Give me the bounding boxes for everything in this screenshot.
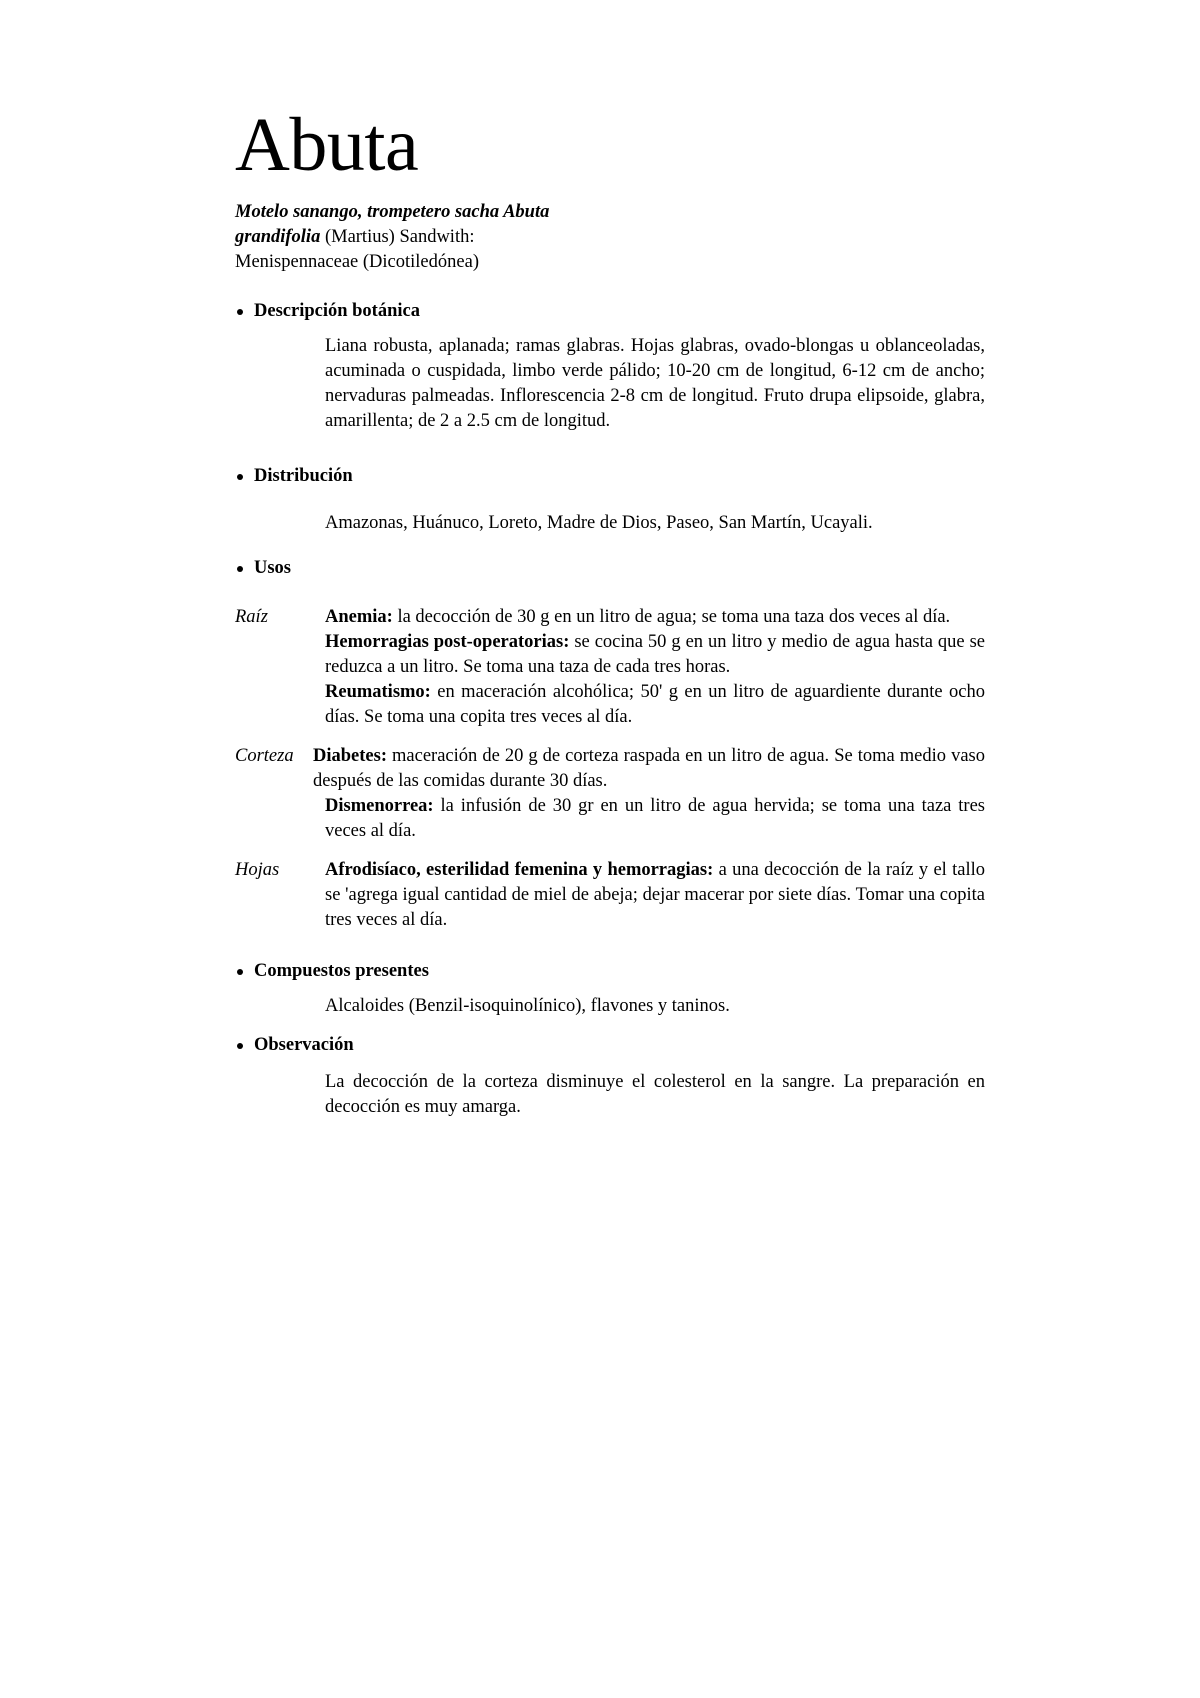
distribucion-text: Amazonas, Huánuco, Loreto, Madre de Dios, Paseo, San Martín, Ucayali. [325, 513, 873, 533]
bullet-icon [237, 969, 243, 975]
page-title: Abuta [235, 103, 419, 187]
plant-part-label: Corteza [235, 746, 294, 766]
common-and-scientific-name: Motelo sanango, trompetero sacha Abuta grandifolia [235, 202, 550, 247]
bullet-icon [237, 474, 243, 480]
section-heading-usos [235, 556, 985, 581]
name-authority: (Martius) Sandwith: [320, 227, 475, 247]
plant-family: Menispennaceae (Dicotiledónea) [235, 252, 479, 272]
plant-part-label: Raíz [235, 607, 268, 627]
document-page [235, 100, 985, 1120]
use-item-text: la decocción de 30 g en un litro de agua; se toma una taza dos veces al día. [392, 607, 951, 627]
section-heading-compuestos [235, 959, 985, 984]
use-item [325, 605, 985, 630]
uses-group-corteza [235, 744, 985, 844]
section-heading-distribucion [235, 464, 985, 489]
section-heading-label: Usos [254, 558, 292, 578]
use-item-label: Diabetes: [313, 746, 387, 766]
plant-names [235, 200, 595, 275]
use-item [325, 680, 985, 730]
section-heading-observacion [235, 1033, 985, 1058]
section-heading-label: Descripción botánica [254, 301, 420, 321]
use-item-label: Reumatismo: [325, 682, 431, 702]
uses-group-raiz [235, 605, 985, 730]
use-item-text: maceración de 20 g de corteza raspada en un litro de agua. Se toma medio vaso después de las comidas durante 30 días. [313, 746, 985, 791]
uses-group-body [313, 744, 985, 844]
uses-group-body [325, 605, 985, 730]
observacion-text: La decocción de la corteza disminuye el colesterol en la sangre. La preparación en decocción es muy amarga. [325, 1072, 985, 1117]
section-heading-label: Distribución [254, 466, 353, 486]
section-heading-label: Compuestos presentes [254, 961, 429, 981]
use-item [325, 630, 985, 680]
use-item-label: Afrodisíaco, esterilidad femenina y hemorragias: [325, 860, 714, 880]
use-item-text: en maceración alcohólica; 50' g en un litro de aguardiente durante ocho días. Se toma una copita tres veces al día. [325, 682, 985, 727]
use-item-label: Hemorragias post-operatorias: [325, 632, 570, 652]
descripcion-text: Liana robusta, aplanada; ramas glabras. Hojas glabras, ovado-blongas u oblanceoladas, acuminada o cuspidada, limbo verde pálido; 10-20 cm de longitud, 6-12 cm de ancho; nervaduras palmeadas. Inflorescencia 2-8 cm de longitud. Fruto drupa elipsoide, glabra, amarillenta; de 2 a 2.5 cm de longitud. [325, 336, 985, 431]
uses-group-body [325, 858, 985, 933]
bullet-icon [237, 309, 243, 315]
plant-part-label: Hojas [235, 860, 280, 880]
use-item-label: Dismenorrea: [325, 796, 434, 816]
use-item [313, 744, 985, 794]
section-heading-descripcion [235, 299, 985, 324]
use-item-text: a una decocción de la raíz y el tallo se 'agrega igual cantidad de miel de abeja; dejar macerar por siete días. Tomar una copita tres veces al día. [325, 860, 985, 930]
use-item-label: Anemia: [325, 607, 393, 627]
section-heading-label: Observación [254, 1035, 354, 1055]
bullet-icon [237, 566, 243, 572]
compuestos-text: Alcaloides (Benzil-isoquinolínico), flavones y taninos. [325, 996, 730, 1016]
bullet-icon [237, 1043, 243, 1049]
use-item [325, 794, 985, 844]
use-item-text: la infusión de 30 gr en un litro de agua hervida; se toma una taza tres veces al día. [325, 796, 985, 841]
uses-group-hojas [235, 858, 985, 933]
use-item-text: se cocina 50 g en un litro y medio de agua hasta que se reduzca a un litro. Se toma una taza de cada tres horas. [325, 632, 985, 677]
use-item [325, 858, 985, 933]
